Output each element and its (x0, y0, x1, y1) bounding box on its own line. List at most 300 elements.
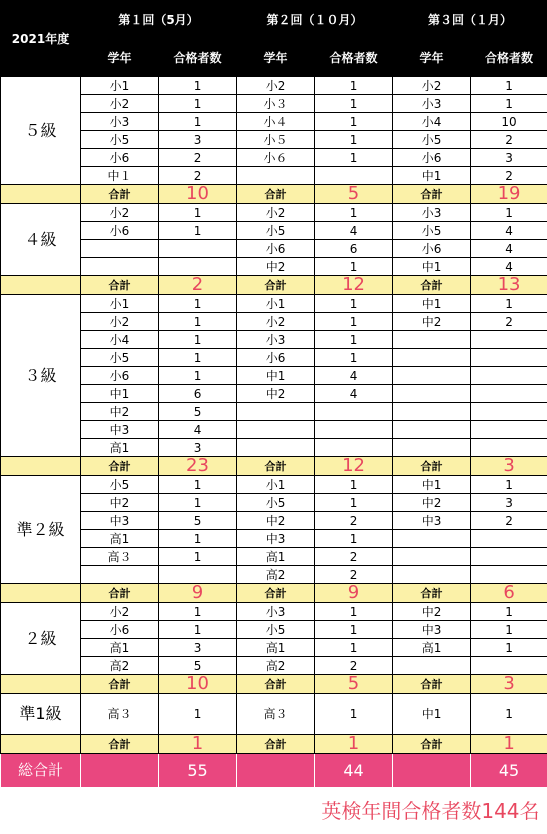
result-row (1, 530, 547, 548)
grade-cell: 小6 (237, 349, 315, 367)
total-spacer (1, 457, 81, 476)
total-label: 合計 (237, 457, 315, 476)
count-cell: 5 (159, 512, 237, 530)
total-label: 合計 (393, 185, 471, 204)
count-cell (471, 657, 547, 675)
grade-cell (393, 530, 471, 548)
count-col-header: 合格者数 (159, 39, 237, 77)
count-cell: 1 (159, 367, 237, 385)
grade-cell: 高３ (81, 548, 159, 566)
total-spacer (1, 584, 81, 603)
result-row (1, 349, 547, 367)
count-cell: 1 (471, 95, 547, 113)
count-cell: 1 (471, 621, 547, 639)
count-cell (315, 421, 393, 439)
count-cell: 1 (159, 77, 237, 95)
count-col-header: 合格者数 (471, 39, 547, 77)
count-cell: 5 (159, 657, 237, 675)
count-cell: 1 (471, 694, 547, 735)
grade-cell: 高1 (237, 639, 315, 657)
grade-cell: 中3 (81, 512, 159, 530)
result-row (1, 694, 547, 735)
total-row (1, 584, 547, 603)
level-name: ３級 (1, 295, 81, 457)
result-row (1, 421, 547, 439)
grade-cell: 中2 (237, 258, 315, 276)
result-row (1, 258, 547, 276)
count-cell (471, 439, 547, 457)
header-row (1, 1, 547, 39)
count-cell: 1 (315, 476, 393, 494)
grade-cell: 中3 (393, 512, 471, 530)
total-value-text: 6 (471, 584, 547, 602)
grade-cell (393, 657, 471, 675)
level-name: 準1級 (1, 694, 81, 735)
count-cell: 2 (315, 512, 393, 530)
count-cell (471, 548, 547, 566)
result-row (1, 204, 547, 222)
grade-cell: 小2 (237, 77, 315, 95)
result-row (1, 403, 547, 421)
total-label: 合計 (393, 735, 471, 754)
grade-cell: 高３ (81, 694, 159, 735)
count-cell: 3 (471, 494, 547, 512)
grade-cell: 中2 (393, 313, 471, 331)
count-cell: 4 (315, 385, 393, 403)
count-cell: 1 (159, 204, 237, 222)
grade-cell: 小1 (81, 295, 159, 313)
grade-cell: 高1 (237, 548, 315, 566)
total-label: 合計 (393, 584, 471, 603)
count-cell: 1 (315, 113, 393, 131)
grade-cell: 小6 (81, 149, 159, 167)
count-cell: 10 (471, 113, 547, 131)
grand-total-value: 55 (159, 754, 237, 788)
count-cell: 1 (159, 476, 237, 494)
total-row (1, 185, 547, 204)
result-row (1, 367, 547, 385)
grade-cell: 中2 (81, 403, 159, 421)
total-value (159, 584, 237, 603)
result-row (1, 512, 547, 530)
count-cell: 1 (315, 639, 393, 657)
total-value (159, 185, 237, 204)
grade-cell: 小2 (81, 313, 159, 331)
grade-cell: 小4 (393, 113, 471, 131)
total-spacer (1, 185, 81, 204)
grade-cell: 中1 (237, 367, 315, 385)
total-label: 合計 (237, 276, 315, 295)
count-cell: 2 (159, 167, 237, 185)
count-cell: 1 (159, 603, 237, 621)
round-1-header: 第１回（5月） (81, 1, 237, 39)
grade-cell: 小6 (81, 621, 159, 639)
level-name: ５級 (1, 77, 81, 185)
total-label: 合計 (393, 675, 471, 694)
total-value (159, 675, 237, 694)
grade-cell: 中2 (393, 494, 471, 512)
total-label: 合計 (237, 675, 315, 694)
count-cell: 1 (471, 639, 547, 657)
count-cell (315, 403, 393, 421)
grand-total-label: 総合計 (1, 754, 81, 788)
total-value-text: 5 (315, 675, 392, 693)
total-value (315, 276, 393, 295)
grade-cell (393, 385, 471, 403)
grade-cell: 小5 (393, 222, 471, 240)
count-cell: 1 (159, 313, 237, 331)
grade-cell: 高1 (81, 439, 159, 457)
total-value (315, 185, 393, 204)
result-row (1, 603, 547, 621)
grand-spacer (81, 754, 159, 788)
count-cell (159, 566, 237, 584)
total-value-text: 1 (315, 735, 392, 753)
result-row (1, 77, 547, 95)
count-cell: 1 (315, 95, 393, 113)
count-cell: 2 (315, 548, 393, 566)
grade-cell: 中2 (393, 603, 471, 621)
total-value (159, 735, 237, 754)
grade-cell: 小3 (237, 603, 315, 621)
total-value-text: 1 (159, 735, 236, 753)
total-value (471, 675, 547, 694)
total-row (1, 735, 547, 754)
result-row (1, 331, 547, 349)
count-cell: 1 (159, 494, 237, 512)
count-cell: 6 (315, 240, 393, 258)
footer-cell (1, 788, 547, 834)
result-row (1, 167, 547, 185)
result-row (1, 639, 547, 657)
grade-cell (81, 258, 159, 276)
grade-cell (237, 403, 315, 421)
grade-cell (237, 421, 315, 439)
result-row (1, 240, 547, 258)
count-cell: 4 (315, 367, 393, 385)
total-value-text: 12 (315, 457, 392, 475)
grade-cell: 高1 (393, 639, 471, 657)
grade-cell: 中1 (81, 385, 159, 403)
grade-cell: 小5 (393, 131, 471, 149)
grade-cell: 小4 (81, 331, 159, 349)
count-cell (471, 421, 547, 439)
grade-cell: 中1 (393, 694, 471, 735)
count-cell: 1 (159, 222, 237, 240)
result-row (1, 566, 547, 584)
grade-cell (81, 566, 159, 584)
result-row (1, 95, 547, 113)
grade-cell: 小2 (81, 204, 159, 222)
total-label: 合計 (237, 735, 315, 754)
count-cell (471, 349, 547, 367)
grade-cell: 小2 (81, 95, 159, 113)
count-cell (471, 403, 547, 421)
total-value-text: 10 (159, 185, 236, 203)
total-label: 合計 (81, 584, 159, 603)
count-cell (471, 566, 547, 584)
grand-spacer (393, 754, 471, 788)
grade-cell (393, 349, 471, 367)
count-cell: 2 (471, 131, 547, 149)
grade-cell: 小1 (81, 77, 159, 95)
total-value (315, 675, 393, 694)
total-value-text: 2 (159, 276, 236, 294)
result-row (1, 621, 547, 639)
count-cell: 1 (315, 149, 393, 167)
count-cell: 1 (471, 603, 547, 621)
count-cell: 1 (471, 204, 547, 222)
total-row (1, 457, 547, 476)
grade-cell: 高2 (237, 657, 315, 675)
grade-cell: 小2 (237, 313, 315, 331)
grade-cell (393, 548, 471, 566)
grade-cell: 中3 (393, 621, 471, 639)
count-cell: 5 (159, 403, 237, 421)
count-cell: 1 (315, 349, 393, 367)
grade-cell (393, 421, 471, 439)
total-row (1, 675, 547, 694)
count-cell: 1 (315, 131, 393, 149)
total-value-text: 5 (315, 185, 392, 203)
result-row (1, 313, 547, 331)
grade-cell: 中1 (393, 295, 471, 313)
count-cell: 2 (159, 149, 237, 167)
grade-cell: 高1 (81, 639, 159, 657)
grade-cell: 小5 (237, 222, 315, 240)
count-cell: 3 (159, 639, 237, 657)
total-value-text: 12 (315, 276, 392, 294)
count-cell: 1 (315, 694, 393, 735)
result-row (1, 476, 547, 494)
result-row (1, 494, 547, 512)
result-row (1, 222, 547, 240)
count-cell: 1 (471, 77, 547, 95)
grade-cell (393, 439, 471, 457)
grade-cell: 小３ (237, 95, 315, 113)
level-name: 準２級 (1, 476, 81, 584)
result-row (1, 131, 547, 149)
annual-total-text: 英検年間合格者数144名 (321, 799, 547, 823)
footer-row (1, 788, 547, 834)
grade-cell: 小3 (393, 95, 471, 113)
count-cell: 1 (159, 331, 237, 349)
count-cell: 1 (315, 494, 393, 512)
grade-cell: 中2 (81, 494, 159, 512)
total-value-text: 3 (471, 457, 547, 475)
round-3-header: 第３回（１月） (393, 1, 547, 39)
level-name: ２級 (1, 603, 81, 675)
result-row (1, 657, 547, 675)
count-cell: 4 (471, 222, 547, 240)
grade-cell: 高2 (237, 566, 315, 584)
grade-cell: 小3 (81, 113, 159, 131)
total-label: 合計 (237, 584, 315, 603)
total-label: 合計 (81, 185, 159, 204)
grade-cell: 小6 (81, 222, 159, 240)
total-value-text: 23 (159, 457, 236, 475)
total-value-text: 1 (471, 735, 547, 753)
count-cell: 1 (315, 258, 393, 276)
count-cell: 4 (159, 421, 237, 439)
total-value (471, 185, 547, 204)
total-spacer (1, 276, 81, 295)
grade-cell: 小5 (237, 494, 315, 512)
grade-cell: 小6 (237, 240, 315, 258)
result-row (1, 548, 547, 566)
total-value-text: 19 (471, 185, 547, 203)
grade-cell: 中1 (393, 167, 471, 185)
grade-cell: 小2 (393, 77, 471, 95)
count-cell: 1 (315, 313, 393, 331)
grade-cell: 小５ (237, 131, 315, 149)
count-cell: 4 (471, 240, 547, 258)
grade-cell: 小1 (237, 476, 315, 494)
total-value (315, 457, 393, 476)
grade-cell: 中1 (393, 476, 471, 494)
subheader-row (1, 39, 547, 77)
grade-cell: 小2 (237, 204, 315, 222)
total-value-text: 3 (471, 675, 547, 693)
total-row (1, 276, 547, 295)
count-cell: 1 (159, 349, 237, 367)
count-cell: 1 (159, 548, 237, 566)
count-cell (159, 240, 237, 258)
grade-cell: 小４ (237, 113, 315, 131)
total-label: 合計 (393, 276, 471, 295)
total-label: 合計 (393, 457, 471, 476)
count-cell: 3 (471, 149, 547, 167)
total-value-text: 9 (315, 584, 392, 602)
count-cell: 1 (315, 204, 393, 222)
total-label: 合計 (81, 276, 159, 295)
count-cell (315, 167, 393, 185)
grade-cell: 小5 (237, 621, 315, 639)
total-label: 合計 (81, 457, 159, 476)
count-cell (471, 385, 547, 403)
grade-cell (393, 331, 471, 349)
count-cell (159, 258, 237, 276)
grade-cell: 小3 (237, 331, 315, 349)
result-row (1, 149, 547, 167)
result-row (1, 439, 547, 457)
grade-cell: 小3 (393, 204, 471, 222)
total-value (315, 584, 393, 603)
count-cell: 1 (159, 694, 237, 735)
total-value (159, 457, 237, 476)
count-cell (471, 331, 547, 349)
grade-cell: 中2 (237, 512, 315, 530)
grand-total-value: 44 (315, 754, 393, 788)
count-cell: 1 (315, 603, 393, 621)
grade-cell: 小6 (81, 367, 159, 385)
total-value-text: 13 (471, 276, 547, 294)
count-cell: 4 (471, 258, 547, 276)
grade-cell: 中１ (81, 167, 159, 185)
grade-col-header: 学年 (393, 39, 471, 77)
count-cell: 3 (159, 439, 237, 457)
count-cell: 1 (315, 331, 393, 349)
count-cell: 1 (315, 530, 393, 548)
total-spacer (1, 735, 81, 754)
count-cell: 1 (159, 95, 237, 113)
total-spacer (1, 675, 81, 694)
grade-cell (237, 439, 315, 457)
grade-col-header: 学年 (81, 39, 159, 77)
count-cell: 1 (315, 621, 393, 639)
total-label: 合計 (81, 735, 159, 754)
count-cell (315, 439, 393, 457)
count-cell (471, 367, 547, 385)
grade-cell: 高1 (81, 530, 159, 548)
grade-cell (393, 403, 471, 421)
total-value (471, 457, 547, 476)
count-cell: 4 (315, 222, 393, 240)
grade-cell: 高2 (81, 657, 159, 675)
grade-cell: 中3 (81, 421, 159, 439)
grade-cell: 中3 (237, 530, 315, 548)
grade-cell: 高３ (237, 694, 315, 735)
level-name: ４級 (1, 204, 81, 276)
result-row (1, 295, 547, 313)
year-header: 2021年度 (1, 1, 81, 77)
count-cell: 1 (315, 295, 393, 313)
count-cell: 1 (471, 476, 547, 494)
result-row (1, 385, 547, 403)
grand-spacer (237, 754, 315, 788)
count-cell: 1 (471, 295, 547, 313)
grade-cell: 中2 (237, 385, 315, 403)
result-row (1, 113, 547, 131)
count-cell: 2 (471, 313, 547, 331)
count-cell: 1 (159, 113, 237, 131)
total-value-text: 9 (159, 584, 236, 602)
grade-cell: 小5 (81, 131, 159, 149)
total-value (315, 735, 393, 754)
total-value (159, 276, 237, 295)
grade-cell: 小2 (81, 603, 159, 621)
grand-total-value: 45 (471, 754, 547, 788)
count-cell: 2 (471, 167, 547, 185)
total-value (471, 735, 547, 754)
count-cell: 1 (159, 295, 237, 313)
grade-cell (237, 167, 315, 185)
grade-cell: 小6 (393, 149, 471, 167)
round-2-header: 第２回（１０月） (237, 1, 393, 39)
count-cell: 2 (315, 657, 393, 675)
count-cell: 1 (315, 77, 393, 95)
grade-cell: 中1 (393, 258, 471, 276)
total-label: 合計 (237, 185, 315, 204)
count-col-header: 合格者数 (315, 39, 393, 77)
count-cell: 2 (315, 566, 393, 584)
grade-cell: 小1 (237, 295, 315, 313)
count-cell: 1 (159, 530, 237, 548)
grade-cell: 小6 (393, 240, 471, 258)
total-value (471, 584, 547, 603)
grade-cell (393, 566, 471, 584)
grade-cell: 小６ (237, 149, 315, 167)
grade-cell (393, 367, 471, 385)
count-cell: 3 (159, 131, 237, 149)
total-label: 合計 (81, 675, 159, 694)
count-cell: 1 (159, 621, 237, 639)
grand-total-row (1, 754, 547, 788)
grade-cell: 小5 (81, 349, 159, 367)
count-cell: 6 (159, 385, 237, 403)
total-value (471, 276, 547, 295)
grade-cell: 小5 (81, 476, 159, 494)
